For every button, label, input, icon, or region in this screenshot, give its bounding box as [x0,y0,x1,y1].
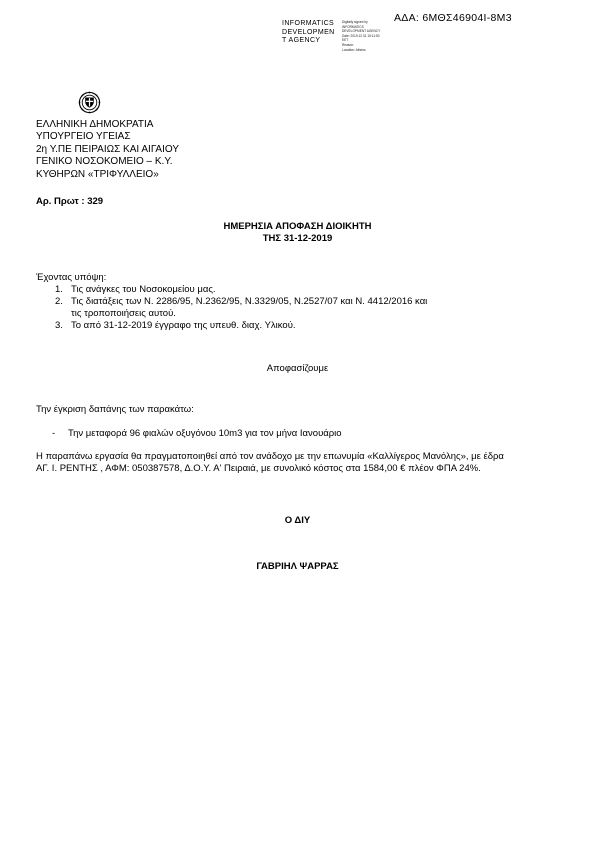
title-line: ΤΗΣ 31-12-2019 [262,233,333,245]
protocol-number: Αρ. Πρωτ : 329 [36,196,104,207]
expense-item-text: Την μεταφορά 96 φιαλών οξυγόνου 10m3 για τον μήνα Ιανουάριο [68,428,342,439]
item-line: Το από 31-12-2019 έγγραφο της υπευθ. διαχ. Υλικού. [71,320,296,331]
stamp-fine-line: Digitally signed by [342,20,368,24]
considerations-list [55,284,427,332]
stamp-fine-print [342,20,402,52]
list-item [55,296,427,320]
item-number: 1. [55,284,63,295]
item-line: τις τροποποιήσεις αυτού. [71,308,176,319]
item-line: Τις ανάγκες του Νοσοκομείου μας. [71,284,216,295]
digital-signature-stamp [282,20,402,52]
list-item [55,284,427,296]
stamp-line: DEVELOPMEN [282,28,335,36]
decision-heading: Αποφασίζουμε [266,363,329,374]
signatory-name: ΓΑΒΡΙΗΛ ΨΑΡΡΑΣ [256,561,339,572]
paragraph-line: ΑΓ. Ι. ΡΕΝΤΗΣ , ΑΦΜ: 050387578, Δ.Ο.Υ. Α' Πειραιά, με συνολικό κόστος στα 1584,00 € πλέον ΦΠΑ 24%. [36,463,481,474]
stamp-fine-line: Date: 2019.12.31 15:11:50 [342,33,380,38]
document-title [0,221,595,246]
bullet-dash: - [52,428,56,439]
approval-text: Την έγκριση δαπάνης των παρακάτω: [36,404,194,415]
stamp-fine-line: DEVELOPMENT AGENCY [342,29,381,34]
stamp-fine-line: Reason: [342,42,354,47]
paragraph-line: Η παραπάνω εργασία θα πραγματοποιηθεί από τον ανάδοχο με την επωνυμία «Καλλίγερος Μανόλης», με έδρα [36,451,504,462]
signatory-role: Ο ΔΙΥ [284,515,311,526]
item-number: 2. [55,296,63,307]
ada-code: ΑΔΑ: 6ΜΘΣ46904Ι-8Μ3 [394,12,512,24]
title-line: ΗΜΕΡΗΣΙΑ ΑΠΟΦΑΣΗ ΔΙΟΙΚΗΤΗ [223,221,372,232]
org-line: 2η Υ.ΠΕ ΠΕΙΡΑΙΩΣ ΚΑΙ ΑΙΓΑΙΟΥ [36,143,179,155]
contractor-paragraph [36,451,556,475]
stamp-fine-line: INFORMATICS [342,24,364,29]
list-item [55,320,427,332]
expense-item [52,428,342,439]
stamp-line: INFORMATICS [282,20,335,27]
greek-coat-of-arms-icon [78,91,101,114]
stamp-fine-line: EET [342,38,349,43]
stamp-agency-name [282,20,340,52]
item-line: Τις διατάξεις των Ν. 2286/95, Ν.2362/95, Ν.3329/05, Ν.2527/07 και Ν. 4412/2016 και [71,296,428,307]
item-text [71,320,296,332]
item-text [71,284,216,296]
stamp-line: T AGENCY [282,37,321,44]
org-line: ΚΥΘΗΡΩΝ «ΤΡΙΦΥΛΛΕΙΟ» [36,168,159,180]
considering-heading: Έχοντας υπόψη: [36,272,107,283]
item-text [71,296,427,320]
org-line: ΥΠΟΥΡΓΕΙΟ ΥΓΕΙΑΣ [36,131,131,143]
org-line: ΓΕΝΙΚΟ ΝΟΣΟΚΟΜΕΙΟ – Κ.Υ. [36,156,173,168]
stamp-fine-line: Location: Athens [342,47,366,52]
organization-header [36,119,179,181]
item-number: 3. [55,320,63,331]
org-line: ΕΛΛΗΝΙΚΗ ΔΗΜΟΚΡΑΤΙΑ [36,119,154,130]
